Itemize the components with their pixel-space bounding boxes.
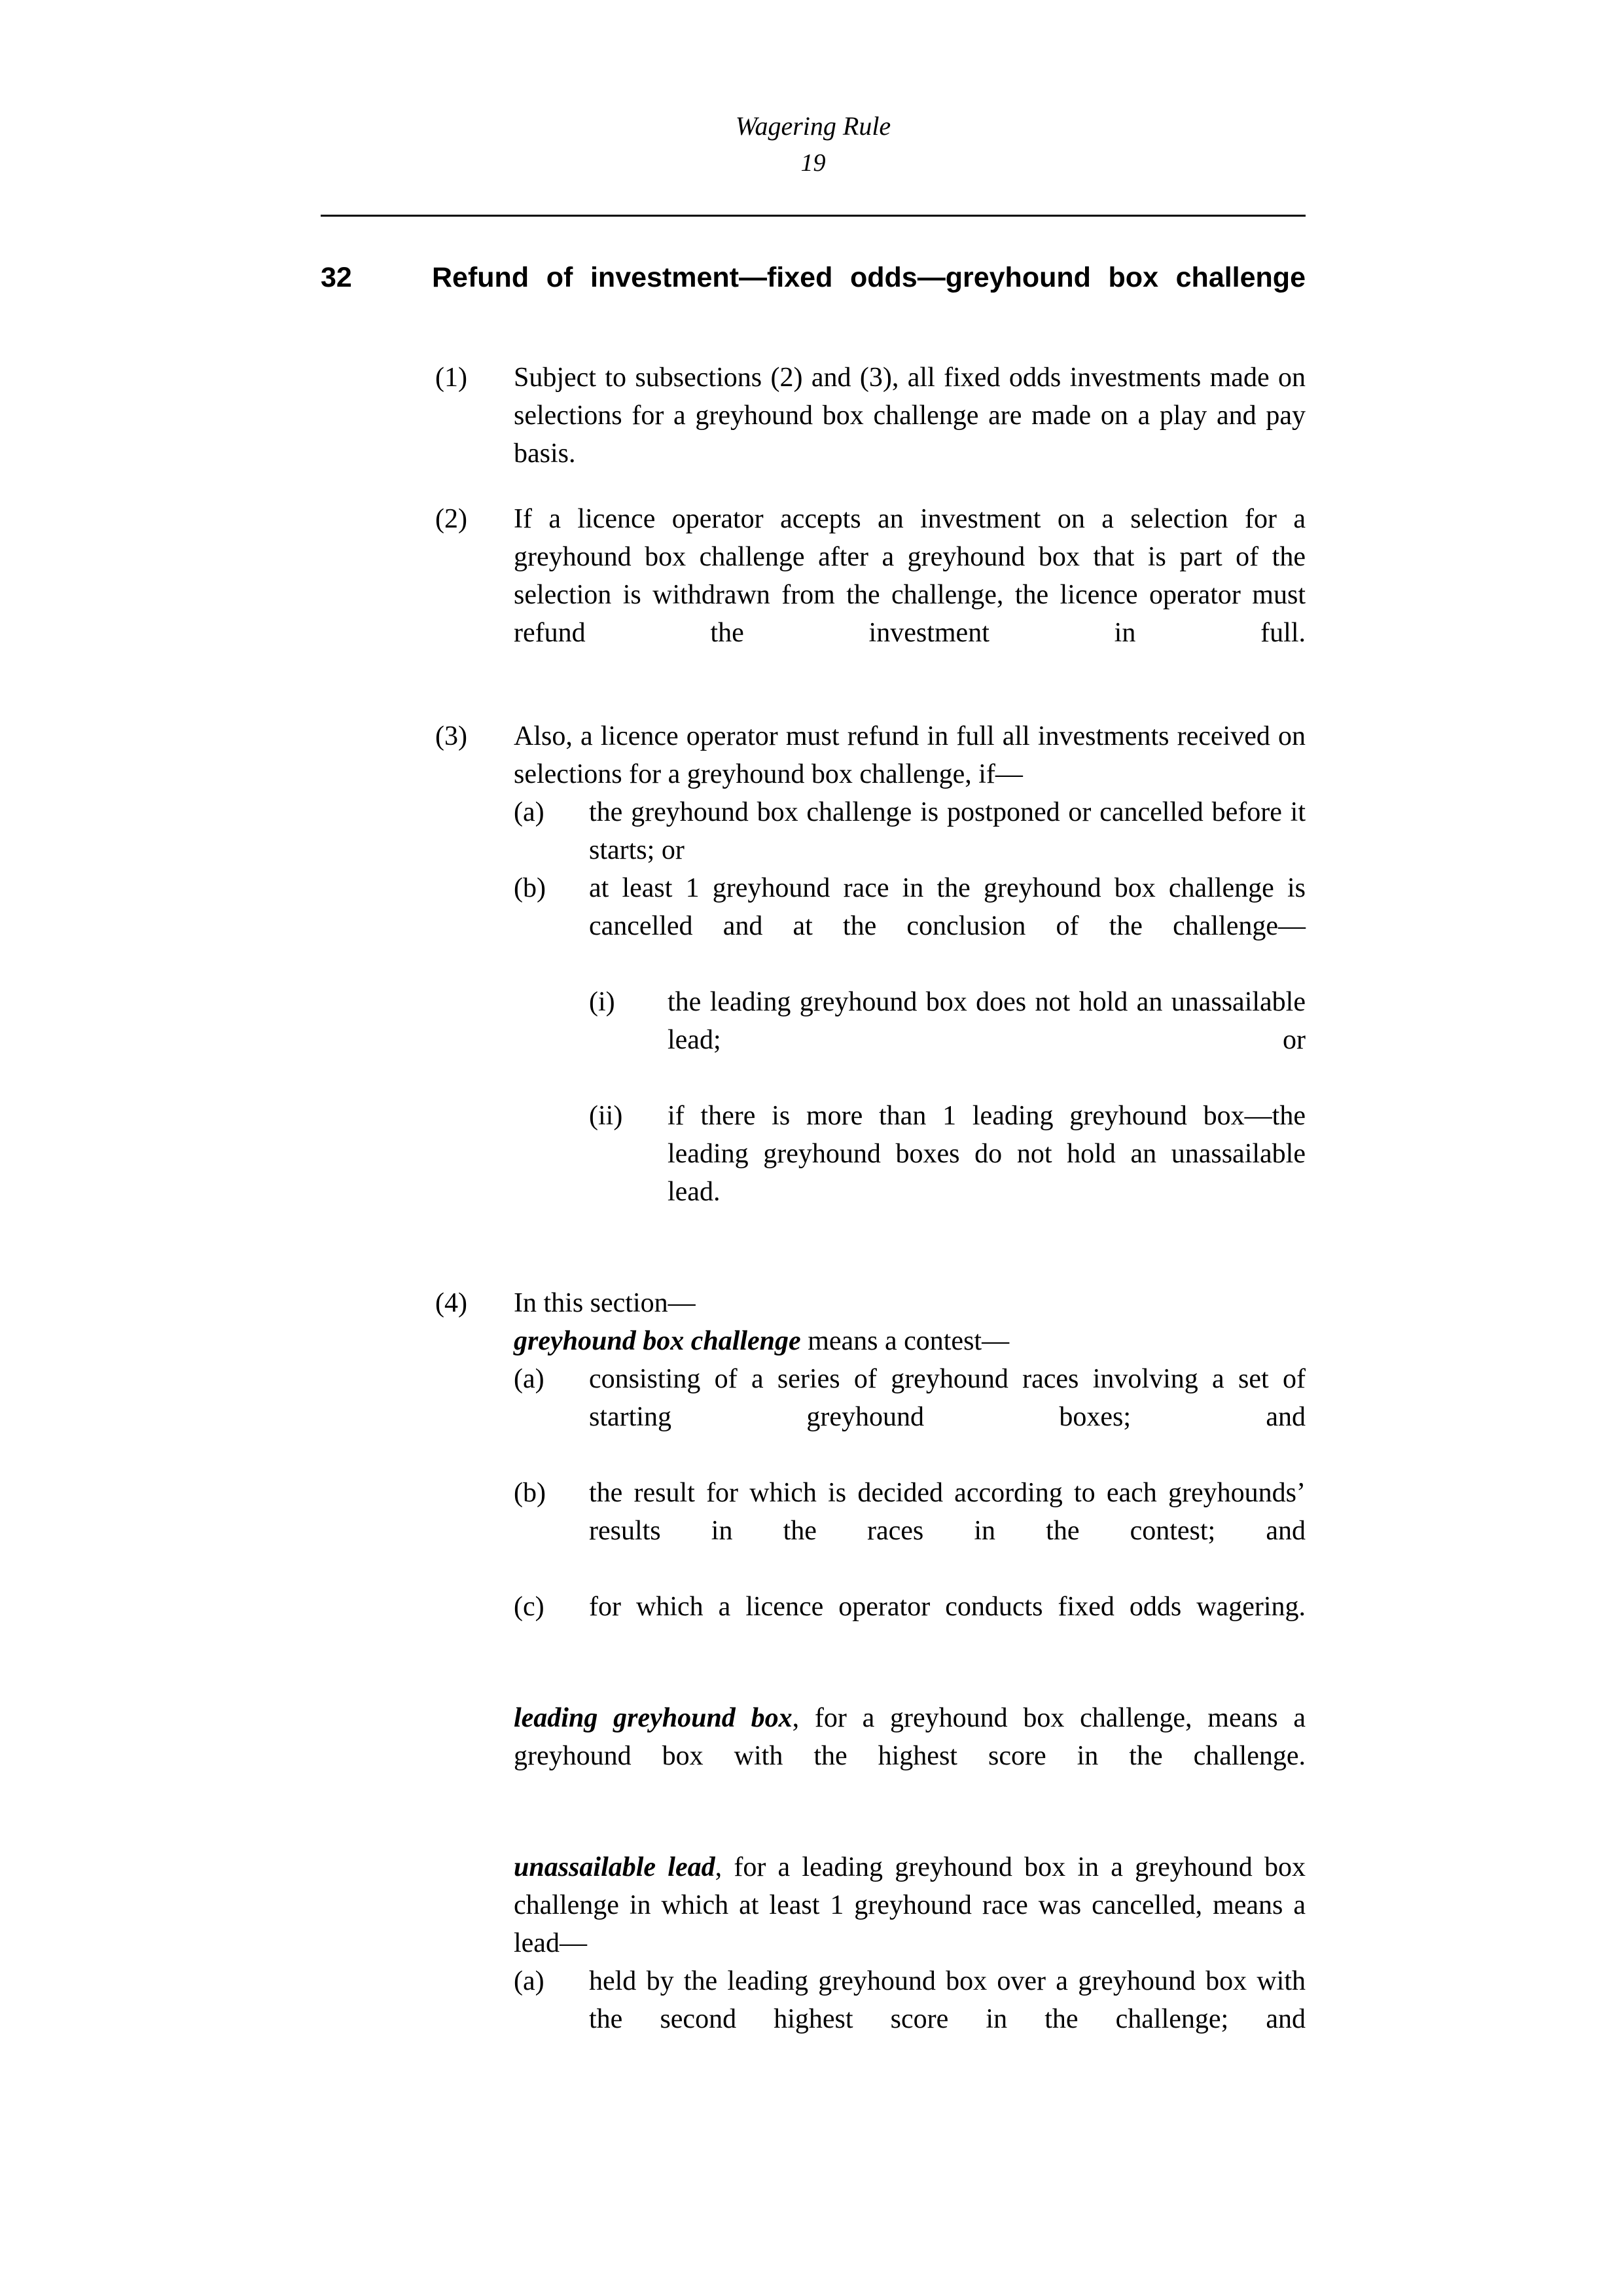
definition-2-text xyxy=(514,1699,1306,1813)
definition-2-term: leading greyhound box xyxy=(514,1703,793,1733)
subsection-3-item-b-text: at least 1 greyhound race in the greyhound box challenge is cancelled and at the conclusion of the challenge— xyxy=(589,873,1306,941)
subsection-3-text: Also, a licence operator must refund in full all investments received on selections for a greyhound box challenge, if— xyxy=(514,721,1306,789)
definition-1-lead xyxy=(514,1322,1306,1360)
subsection-3-item-a-text: the greyhound box challenge is postponed or cancelled before it starts; or xyxy=(589,797,1306,865)
subsection-3-item-b-label: (b) xyxy=(514,873,546,903)
subsection-3 xyxy=(435,717,1306,793)
subsection-1-text: Subject to subsections (2) and (3), all fixed odds investments made on selections for a greyhound box challenge are made on a play and pay basis. xyxy=(514,363,1306,469)
section-title: Refund of investment—fixed odds—greyhound box challenge xyxy=(432,262,1306,293)
subsection-3-item-b-subitem-i-text: the leading greyhound box does not hold an unassailable lead; or xyxy=(668,987,1306,1055)
subsection-3-item-b-subitem-ii-text: if there is more than 1 leading greyhound box—the leading greyhound boxes do not hold an unassailable lead. xyxy=(668,1101,1306,1207)
subsection-2-text: If a licence operator accepts an investment on a selection for a greyhound box challenge after a greyhound box that is part of the selection is withdrawn from the challenge, the licence operator must refund the investment in full. xyxy=(514,504,1306,648)
subsection-3-item-b xyxy=(514,869,1306,983)
subsection-4-label: (4) xyxy=(435,1288,467,1318)
definition-1-lead-in: means a contest— xyxy=(800,1326,1010,1356)
definition-1-item-b-text: the result for which is decided according to each greyhounds’ results in the races in the contest; and xyxy=(589,1478,1306,1546)
definition-3-item-a-label: (a) xyxy=(514,1966,544,1996)
header-title: Wagering Rule xyxy=(735,111,891,141)
subsection-1-label: (1) xyxy=(435,363,467,393)
subsection-4 xyxy=(435,1284,1306,1322)
page-header xyxy=(321,110,1306,179)
definition-1-term: greyhound box challenge xyxy=(514,1326,801,1356)
subsection-1 xyxy=(435,359,1306,473)
subsection-3-item-b-subitem-ii-label: (ii) xyxy=(589,1101,623,1131)
subsection-3-item-a-label: (a) xyxy=(514,797,544,827)
definition-3-item-a-text: held by the leading greyhound box over a greyhound box with the second highest score in the challenge; and xyxy=(589,1966,1306,2034)
definition-1-item-b-label: (b) xyxy=(514,1478,546,1508)
subsection-4-text: In this section— xyxy=(514,1288,696,1318)
definition-1-item-c xyxy=(514,1588,1306,1664)
definition-leading-greyhound-box xyxy=(514,1699,1306,1813)
definition-1-item-a-label: (a) xyxy=(514,1364,544,1394)
section-heading xyxy=(321,259,1306,332)
definition-3-item-a xyxy=(514,1962,1306,2076)
definition-1-item-b xyxy=(514,1474,1306,1588)
subsection-3-item-b-subitem-i xyxy=(589,983,1306,1097)
subsection-3-label: (3) xyxy=(435,721,467,751)
definition-greyhound-box-challenge xyxy=(514,1322,1306,1360)
section-body xyxy=(435,359,1306,2076)
definition-3-body: , for a leading greyhound box in a greyhound box challenge in which at least 1 greyhound race was cancelled, means a lead— xyxy=(514,1852,1306,1958)
page-number: 19 xyxy=(800,149,826,177)
definition-1-item-a xyxy=(514,1360,1306,1474)
definition-1-item-c-text: for which a licence operator conducts fixed odds wagering. xyxy=(589,1592,1306,1622)
definition-1-item-a-text: consisting of a series of greyhound races involving a set of starting greyhound boxes; and xyxy=(589,1364,1306,1432)
header-divider xyxy=(321,215,1306,217)
subsection-2-label: (2) xyxy=(435,504,467,534)
definition-3-term: unassailable lead xyxy=(514,1852,715,1882)
definition-2-body: , for a greyhound box challenge, means a greyhound box with the highest score in the challenge. xyxy=(514,1703,1306,1771)
subsection-3-item-a xyxy=(514,793,1306,869)
subsection-2 xyxy=(435,500,1306,690)
section-number: 32 xyxy=(321,262,352,293)
definition-1-item-c-label: (c) xyxy=(514,1592,544,1622)
subsection-3-item-b-subitem-i-label: (i) xyxy=(589,987,615,1017)
subsection-3-item-b-subitem-ii xyxy=(589,1097,1306,1249)
definition-unassailable-lead xyxy=(514,1848,1306,1962)
definition-3-text xyxy=(514,1848,1306,1962)
